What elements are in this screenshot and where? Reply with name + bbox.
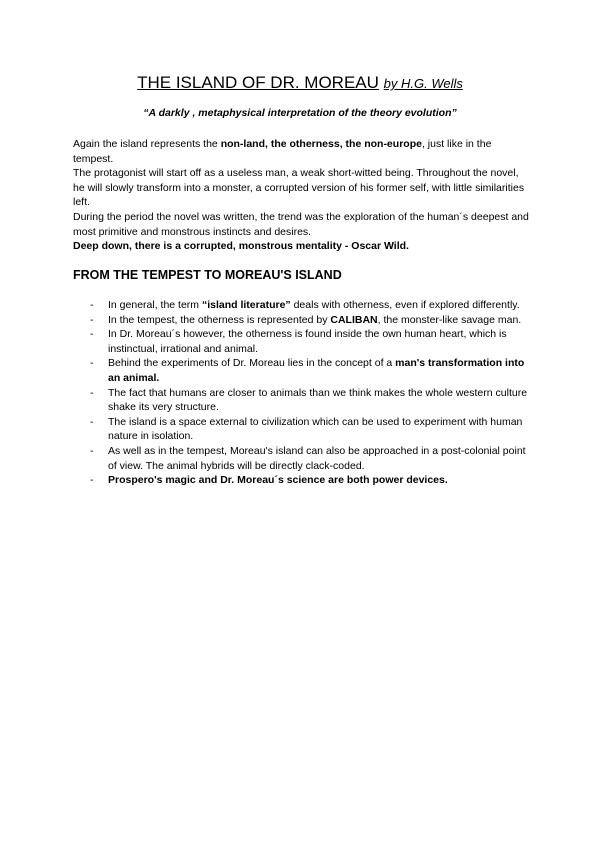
bullet-marker: - (90, 444, 94, 457)
bullet-marker: - (90, 313, 94, 326)
text-run: Again the island represents the (73, 138, 221, 150)
text-run: In Dr. Moreau´s however, the otherness is found inside the own human heart, which is instinctual, irrational and animal. (108, 328, 507, 355)
bold-text: man's transformation into an animal. (108, 357, 525, 384)
text-run: In general, the term (108, 299, 202, 311)
bullet-marker: - (90, 357, 94, 370)
list-item (73, 415, 533, 444)
bold-text: “island literature” (201, 299, 291, 311)
list-item (73, 386, 533, 415)
bold-text: Prospero's magic and Dr. Moreau´s science are both power devices. (108, 474, 448, 487)
document-title (0, 73, 600, 94)
bullet-marker: - (90, 299, 94, 311)
list-item (73, 298, 533, 313)
intro-paragraph-3: During the period the novel was written, the trend was the exploration of the human´s deepest and most primitive and monstrous instincts and desires. (73, 210, 529, 238)
bold-text: CALIBAN (330, 313, 378, 326)
title-author: by H.G. Wells (383, 76, 463, 91)
text-run: Behind the experiments of Dr. Moreau lies in the concept of a (108, 357, 396, 370)
bullet-marker: - (90, 386, 94, 399)
list-item (73, 327, 533, 356)
list-item (73, 313, 533, 328)
text-run: The fact that humans are closer to animals than we think makes the whole western culture shake its very structure. (108, 386, 528, 414)
text-run: In the tempest, the otherness is represented by (108, 313, 331, 326)
list-item (73, 473, 533, 488)
intro-paragraph-1 (73, 137, 533, 166)
document-subtitle: “A darkly , metaphysical interpretation of the theory evolution” (143, 107, 457, 119)
bold-text: non-land, the otherness, the non-europe (220, 138, 422, 150)
text-run: , the monster-like savage man. (377, 313, 522, 326)
text-run: deals with otherness, even if explored differently. (290, 299, 520, 311)
text-run: , just like in the tempest. (73, 138, 492, 165)
bullet-marker: - (90, 415, 94, 428)
intro-section (73, 137, 533, 254)
intro-quote: Deep down, there is a corrupted, monstrous mentality - Oscar Wild. (73, 240, 409, 253)
text-run: The island is a space external to civilization which can be used to experiment with human nature in isolation. (108, 415, 523, 443)
title-main: THE ISLAND OF DR. MOREAU (137, 73, 379, 92)
intro-paragraph-2: The protagonist will start off as a useless man, a weak short-witted being. Throughout the novel, he will slowly transform into a monster, a corrupted version of his former self, with little similarities left. (73, 167, 525, 209)
list-item (73, 444, 533, 473)
bullet-marker: - (90, 328, 94, 341)
bullet-marker: - (90, 474, 94, 487)
text-run: As well as in the tempest, Moreau's island can also be approached in a post-colonial point of view. The animal hybrids will be directly clack-coded. (108, 444, 526, 472)
list-item (73, 356, 533, 385)
bullet-list (73, 298, 533, 488)
section-heading: FROM THE TEMPEST TO MOREAU'S ISLAND (73, 268, 342, 282)
intro-paragraph-4 (73, 239, 533, 254)
